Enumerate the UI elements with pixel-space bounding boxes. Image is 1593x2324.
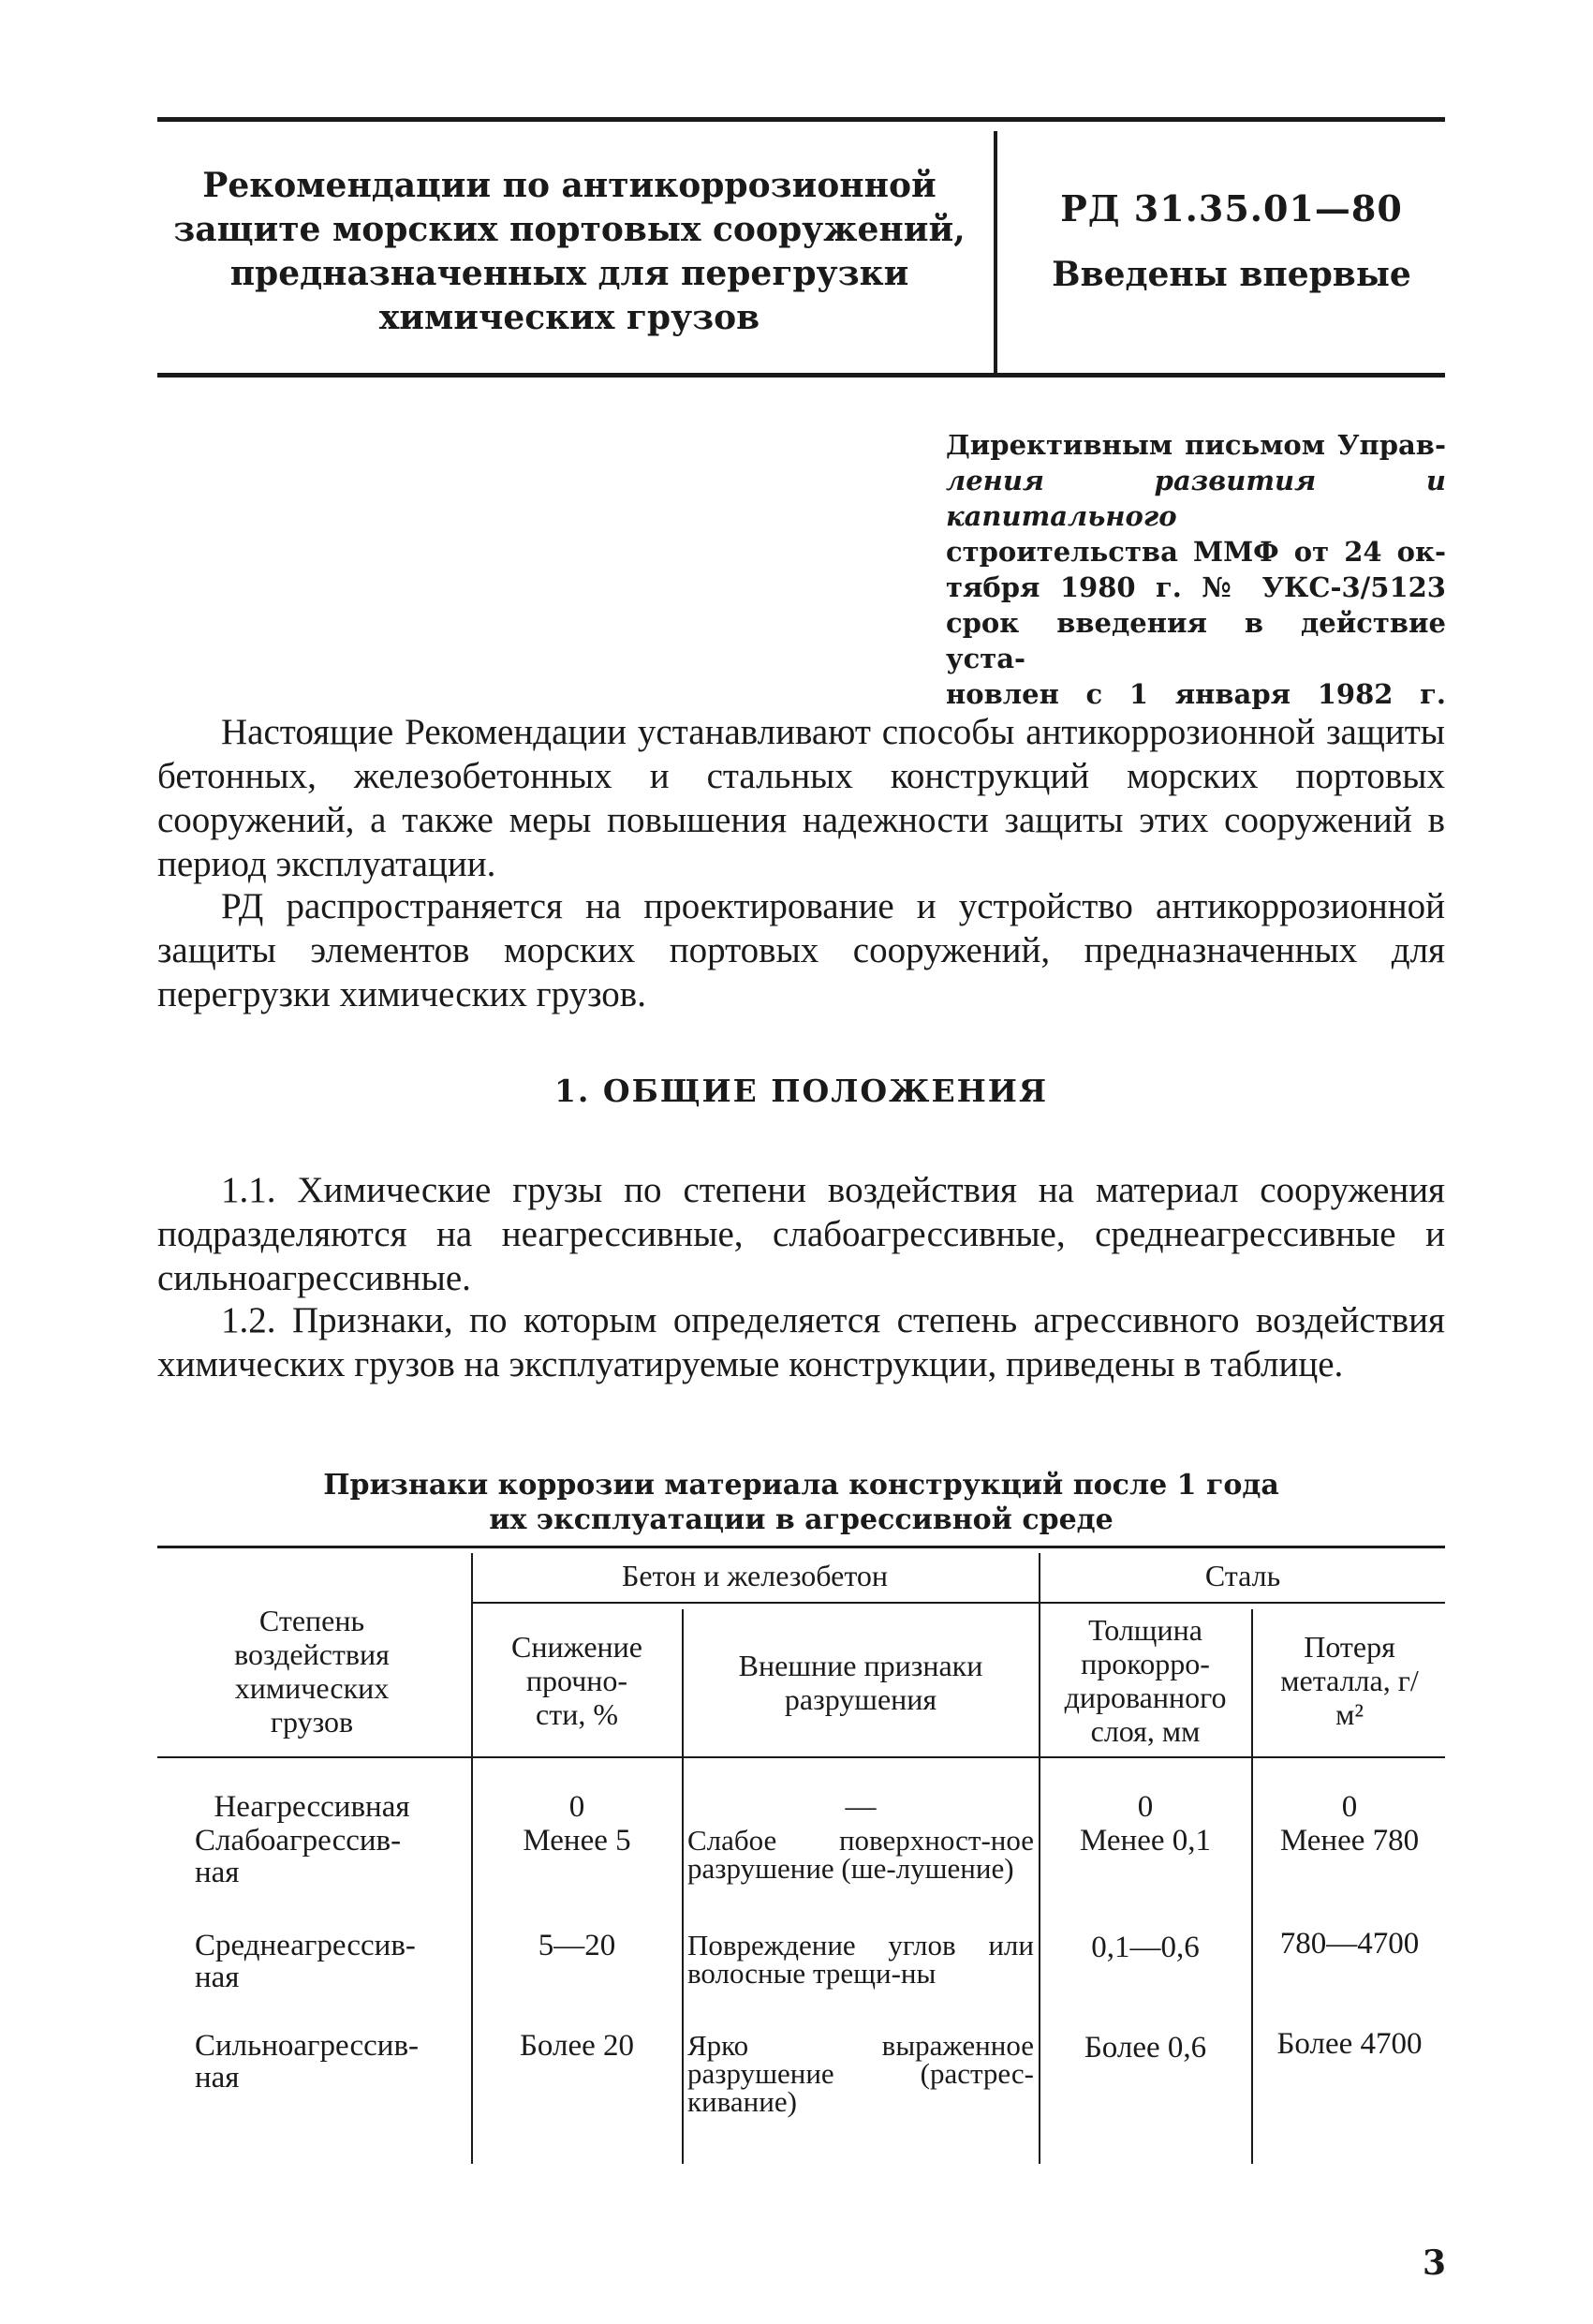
- table-cell-thickness: 0: [1137, 1790, 1154, 1824]
- group-header-concrete: Бетон и железобетон: [621, 1559, 889, 1592]
- table-cell-degree: Слабоагрессив-ная: [195, 1824, 402, 1889]
- col-header-strength: Снижение прочно-сти, %: [511, 1630, 642, 1731]
- intro-paragraph-2: РД распространяется на проектирование и устройство антикоррозионной защиты элементов морских портовых сооружений, предназначенных для перегрузки химических грузов.: [157, 886, 1445, 1014]
- clause-1-1: 1.1. Химические грузы по степени воздействия на материал сооружения подразделяются на неагрессивные, слабоагрессивные, среднеагрессивные и сильноагрессивные.: [157, 1170, 1445, 1298]
- header-divider: [994, 131, 997, 373]
- directive-line: строительства ММФ от 24 ок-: [946, 536, 1446, 568]
- table-col-rule: [1039, 1553, 1040, 2164]
- col-header-signs: Внешние признаки разрушения: [738, 1649, 983, 1716]
- table-cell-loss: 780—4700: [1279, 1927, 1420, 1961]
- table-caption: [157, 1468, 1445, 1537]
- table-cell-loss: Менее 780: [1279, 1824, 1420, 1858]
- directive-line: тября 1980 г. № УКС-3/5123: [946, 571, 1446, 603]
- header-top-rule: [157, 117, 1445, 122]
- table-cell-loss: Более 4700: [1276, 2027, 1423, 2061]
- table-caption-line-1: Признаки коррозии материала конструкций после 1 года: [323, 1469, 1279, 1502]
- table-cell-signs: —: [845, 1790, 877, 1824]
- table-cell-strength: 5—20: [538, 1929, 616, 1962]
- clause-1-2: 1.2. Признаки, по которым определяется степень агрессивного воздействия химических грузов на эксплуатируемые конструкции, приведены в таблице.: [157, 1300, 1445, 1384]
- directive-line: срок введения в действие уста-: [946, 607, 1446, 674]
- table-col-rule: [682, 1609, 684, 2164]
- table-cell-signs: Повреждение углов или волосные трещи-ны: [687, 1929, 1034, 1990]
- directive-note: [946, 427, 1446, 712]
- group-header-rule: [472, 1602, 1445, 1604]
- table-cell-signs: Ярко выраженное разрушение (растрес-кивание): [687, 2029, 1034, 2118]
- col-header-loss: Потеря металла, г/м²: [1280, 1630, 1419, 1731]
- table-col-rule: [471, 1553, 473, 2164]
- table-caption-line-2: их эксплуатации в агрессивной среде: [489, 1503, 1114, 1536]
- document-title: Рекомендации по антикоррозионной защите морских портовых сооружений, предназначенных для перегрузки химических грузов: [173, 166, 966, 337]
- page-number: 3: [1422, 2243, 1446, 2283]
- corrosion-table: [157, 1546, 1445, 2169]
- table-cell-degree: Среднеагрессив-ная: [195, 1929, 416, 1994]
- table-cell-strength: Менее 5: [523, 1824, 631, 1858]
- section-heading: 1. ОБЩИЕ ПОЛОЖЕНИЯ: [553, 1073, 1049, 1109]
- table-cell-strength: Более 20: [519, 2029, 635, 2063]
- table-cell-degree: Неагрессивная: [214, 1790, 410, 1824]
- intro-paragraph-1: Настоящие Рекомендации устанавливают способы антикоррозионной защиты бетонных, железобетонных и стальных конструкций морских портовых сооружений, а также меры повышения надежности защиты этих сооружений в период эксплуатации.: [157, 712, 1445, 884]
- table-top-rule: [157, 1546, 1445, 1548]
- table-cell-thickness: Менее 0,1: [1079, 1824, 1211, 1858]
- table-col-rule: [1251, 1609, 1253, 2164]
- table-cell-thickness: 0,1—0,6: [1091, 1931, 1200, 1964]
- directive-line: Директивным письмом Управ-: [946, 429, 1446, 461]
- col-header-thickness: Толщина прокорро-дированного слоя, мм: [1064, 1613, 1227, 1748]
- directive-line: ления развития и капитального: [946, 465, 1446, 532]
- table-cell-signs: Слабое поверхност-ное разрушение (ше-лушение): [687, 1824, 1034, 1885]
- table-cell-degree: Сильноагрессив-ная: [195, 2029, 420, 2095]
- table-cell-strength: 0: [568, 1790, 585, 1824]
- document-status: Введены впервые: [1052, 255, 1411, 294]
- document-code: РД 31.35.01—80: [1060, 187, 1403, 229]
- directive-line: новлен с 1 января 1982 г.: [946, 678, 1446, 710]
- table-cell-loss: 0: [1341, 1790, 1358, 1824]
- table-cell-thickness: Более 0,6: [1084, 2031, 1207, 2065]
- col-header-degree: Степень воздействия химических грузов: [234, 1604, 390, 1739]
- header-bottom-rule: [157, 373, 1445, 377]
- group-header-steel: Сталь: [1204, 1559, 1281, 1592]
